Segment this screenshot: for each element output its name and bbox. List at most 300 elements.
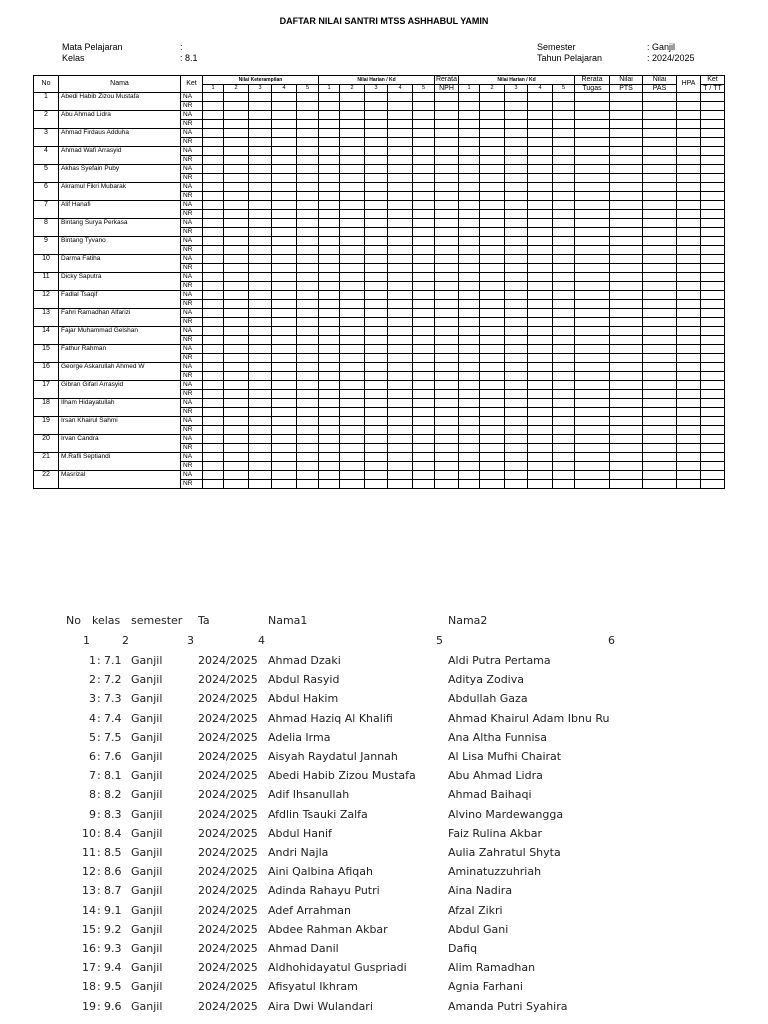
grade-cell[interactable] [203,372,224,381]
grade-cell[interactable] [340,192,365,201]
grade-cell[interactable] [224,246,249,255]
grade-cell[interactable] [553,156,575,165]
grade-cell[interactable] [203,129,224,138]
grade-cell[interactable] [459,435,480,444]
grade-cell[interactable] [701,372,725,381]
grade-cell[interactable] [677,129,701,138]
grade-cell[interactable] [224,282,249,291]
grade-cell[interactable] [553,201,575,210]
grade-cell[interactable] [203,444,224,453]
grade-cell[interactable] [435,111,459,120]
grade-cell[interactable] [528,156,553,165]
grade-cell[interactable] [249,381,272,390]
grade-cell[interactable] [224,444,249,453]
grade-cell[interactable] [701,93,725,102]
grade-cell[interactable] [553,399,575,408]
grade-cell[interactable] [505,444,528,453]
grade-cell[interactable] [701,354,725,363]
grade-cell[interactable] [528,111,553,120]
grade-cell[interactable] [505,192,528,201]
grade-cell[interactable] [297,363,319,372]
grade-cell[interactable] [319,453,340,462]
grade-cell[interactable] [553,327,575,336]
grade-cell[interactable] [701,219,725,228]
grade-cell[interactable] [553,372,575,381]
grade-cell[interactable] [553,354,575,363]
grade-cell[interactable] [435,327,459,336]
grade-cell[interactable] [701,192,725,201]
grade-cell[interactable] [459,399,480,408]
grade-cell[interactable] [528,354,553,363]
grade-cell[interactable] [319,192,340,201]
grade-cell[interactable] [505,471,528,480]
grade-cell[interactable] [553,417,575,426]
grade-cell[interactable] [365,444,388,453]
grade-cell[interactable] [224,210,249,219]
grade-cell[interactable] [340,210,365,219]
grade-cell[interactable] [272,192,297,201]
grade-cell[interactable] [435,156,459,165]
grade-cell[interactable] [459,93,480,102]
grade-cell[interactable] [413,363,435,372]
grade-cell[interactable] [203,336,224,345]
grade-cell[interactable] [388,372,413,381]
grade-cell[interactable] [297,372,319,381]
grade-cell[interactable] [272,273,297,282]
grade-cell[interactable] [388,102,413,111]
grade-cell[interactable] [340,408,365,417]
grade-cell[interactable] [413,273,435,282]
grade-cell[interactable] [553,435,575,444]
grade-cell[interactable] [297,471,319,480]
grade-cell[interactable] [505,381,528,390]
grade-cell[interactable] [643,129,677,138]
grade-cell[interactable] [459,147,480,156]
grade-cell[interactable] [553,336,575,345]
grade-cell[interactable] [365,201,388,210]
grade-cell[interactable] [505,237,528,246]
grade-cell[interactable] [413,399,435,408]
grade-cell[interactable] [249,183,272,192]
grade-cell[interactable] [505,264,528,273]
grade-cell[interactable] [575,138,610,147]
grade-cell[interactable] [297,309,319,318]
grade-cell[interactable] [203,228,224,237]
grade-cell[interactable] [610,273,643,282]
grade-cell[interactable] [413,318,435,327]
grade-cell[interactable] [272,417,297,426]
grade-cell[interactable] [528,309,553,318]
grade-cell[interactable] [388,228,413,237]
grade-cell[interactable] [480,435,505,444]
grade-cell[interactable] [677,372,701,381]
grade-cell[interactable] [272,219,297,228]
grade-cell[interactable] [388,192,413,201]
grade-cell[interactable] [203,345,224,354]
grade-cell[interactable] [297,399,319,408]
grade-cell[interactable] [677,102,701,111]
grade-cell[interactable] [340,444,365,453]
grade-cell[interactable] [553,192,575,201]
grade-cell[interactable] [701,246,725,255]
grade-cell[interactable] [575,228,610,237]
grade-cell[interactable] [528,120,553,129]
grade-cell[interactable] [643,255,677,264]
grade-cell[interactable] [677,192,701,201]
grade-cell[interactable] [677,327,701,336]
grade-cell[interactable] [505,345,528,354]
grade-cell[interactable] [610,192,643,201]
grade-cell[interactable] [413,336,435,345]
grade-cell[interactable] [528,417,553,426]
grade-cell[interactable] [224,435,249,444]
grade-cell[interactable] [480,444,505,453]
grade-cell[interactable] [480,354,505,363]
grade-cell[interactable] [388,444,413,453]
grade-cell[interactable] [203,309,224,318]
grade-cell[interactable] [459,264,480,273]
grade-cell[interactable] [319,129,340,138]
grade-cell[interactable] [365,327,388,336]
grade-cell[interactable] [677,264,701,273]
grade-cell[interactable] [610,120,643,129]
grade-cell[interactable] [643,237,677,246]
grade-cell[interactable] [435,309,459,318]
grade-cell[interactable] [643,426,677,435]
grade-cell[interactable] [480,156,505,165]
grade-cell[interactable] [365,471,388,480]
grade-cell[interactable] [459,417,480,426]
grade-cell[interactable] [528,210,553,219]
grade-cell[interactable] [505,336,528,345]
grade-cell[interactable] [365,354,388,363]
grade-cell[interactable] [365,219,388,228]
grade-cell[interactable] [677,390,701,399]
grade-cell[interactable] [643,228,677,237]
grade-cell[interactable] [528,300,553,309]
grade-cell[interactable] [297,300,319,309]
grade-cell[interactable] [575,120,610,129]
grade-cell[interactable] [319,111,340,120]
grade-cell[interactable] [528,408,553,417]
grade-cell[interactable] [701,147,725,156]
grade-cell[interactable] [224,183,249,192]
grade-cell[interactable] [319,462,340,471]
grade-cell[interactable] [435,237,459,246]
grade-cell[interactable] [643,363,677,372]
grade-cell[interactable] [249,462,272,471]
grade-cell[interactable] [435,255,459,264]
grade-cell[interactable] [575,390,610,399]
grade-cell[interactable] [272,327,297,336]
grade-cell[interactable] [459,309,480,318]
grade-cell[interactable] [224,345,249,354]
grade-cell[interactable] [203,93,224,102]
grade-cell[interactable] [677,435,701,444]
grade-cell[interactable] [297,462,319,471]
grade-cell[interactable] [297,246,319,255]
grade-cell[interactable] [459,138,480,147]
grade-cell[interactable] [224,300,249,309]
grade-cell[interactable] [365,147,388,156]
grade-cell[interactable] [610,381,643,390]
grade-cell[interactable] [249,336,272,345]
grade-cell[interactable] [643,210,677,219]
grade-cell[interactable] [388,219,413,228]
grade-cell[interactable] [340,426,365,435]
grade-cell[interactable] [610,318,643,327]
grade-cell[interactable] [224,480,249,489]
grade-cell[interactable] [388,336,413,345]
grade-cell[interactable] [365,282,388,291]
grade-cell[interactable] [480,390,505,399]
grade-cell[interactable] [413,138,435,147]
grade-cell[interactable] [388,345,413,354]
grade-cell[interactable] [575,435,610,444]
grade-cell[interactable] [224,255,249,264]
grade-cell[interactable] [643,192,677,201]
grade-cell[interactable] [553,408,575,417]
grade-cell[interactable] [528,282,553,291]
grade-cell[interactable] [319,363,340,372]
grade-cell[interactable] [459,453,480,462]
grade-cell[interactable] [388,300,413,309]
grade-cell[interactable] [553,273,575,282]
grade-cell[interactable] [553,390,575,399]
grade-cell[interactable] [388,327,413,336]
grade-cell[interactable] [575,210,610,219]
grade-cell[interactable] [249,210,272,219]
grade-cell[interactable] [224,408,249,417]
grade-cell[interactable] [480,291,505,300]
grade-cell[interactable] [297,417,319,426]
grade-cell[interactable] [575,399,610,408]
grade-cell[interactable] [643,93,677,102]
grade-cell[interactable] [272,471,297,480]
grade-cell[interactable] [340,156,365,165]
grade-cell[interactable] [553,480,575,489]
grade-cell[interactable] [575,246,610,255]
grade-cell[interactable] [610,363,643,372]
grade-cell[interactable] [610,147,643,156]
grade-cell[interactable] [575,462,610,471]
grade-cell[interactable] [203,147,224,156]
grade-cell[interactable] [677,336,701,345]
grade-cell[interactable] [553,264,575,273]
grade-cell[interactable] [575,354,610,363]
grade-cell[interactable] [435,453,459,462]
grade-cell[interactable] [224,381,249,390]
grade-cell[interactable] [413,129,435,138]
grade-cell[interactable] [388,183,413,192]
grade-cell[interactable] [505,399,528,408]
grade-cell[interactable] [575,156,610,165]
grade-cell[interactable] [272,345,297,354]
grade-cell[interactable] [297,237,319,246]
grade-cell[interactable] [480,102,505,111]
grade-cell[interactable] [480,417,505,426]
grade-cell[interactable] [224,372,249,381]
grade-cell[interactable] [340,291,365,300]
grade-cell[interactable] [643,282,677,291]
grade-cell[interactable] [249,264,272,273]
grade-cell[interactable] [272,255,297,264]
grade-cell[interactable] [528,381,553,390]
grade-cell[interactable] [610,291,643,300]
grade-cell[interactable] [677,174,701,183]
grade-cell[interactable] [249,291,272,300]
grade-cell[interactable] [528,273,553,282]
grade-cell[interactable] [297,255,319,264]
grade-cell[interactable] [224,111,249,120]
grade-cell[interactable] [553,282,575,291]
grade-cell[interactable] [701,309,725,318]
grade-cell[interactable] [575,336,610,345]
grade-cell[interactable] [505,129,528,138]
grade-cell[interactable] [459,237,480,246]
grade-cell[interactable] [272,309,297,318]
grade-cell[interactable] [203,237,224,246]
grade-cell[interactable] [340,300,365,309]
grade-cell[interactable] [701,120,725,129]
grade-cell[interactable] [435,381,459,390]
grade-cell[interactable] [297,408,319,417]
grade-cell[interactable] [224,129,249,138]
grade-cell[interactable] [365,165,388,174]
grade-cell[interactable] [610,480,643,489]
grade-cell[interactable] [610,201,643,210]
grade-cell[interactable] [610,138,643,147]
grade-cell[interactable] [528,129,553,138]
grade-cell[interactable] [319,300,340,309]
grade-cell[interactable] [203,462,224,471]
grade-cell[interactable] [505,120,528,129]
grade-cell[interactable] [677,318,701,327]
grade-cell[interactable] [677,138,701,147]
grade-cell[interactable] [413,111,435,120]
grade-cell[interactable] [297,192,319,201]
grade-cell[interactable] [224,390,249,399]
grade-cell[interactable] [701,426,725,435]
grade-cell[interactable] [435,363,459,372]
grade-cell[interactable] [388,408,413,417]
grade-cell[interactable] [701,480,725,489]
grade-cell[interactable] [249,174,272,183]
grade-cell[interactable] [249,390,272,399]
grade-cell[interactable] [553,165,575,174]
grade-cell[interactable] [203,120,224,129]
grade-cell[interactable] [249,309,272,318]
grade-cell[interactable] [575,93,610,102]
grade-cell[interactable] [319,183,340,192]
grade-cell[interactable] [677,417,701,426]
grade-cell[interactable] [272,408,297,417]
grade-cell[interactable] [340,480,365,489]
grade-cell[interactable] [480,138,505,147]
grade-cell[interactable] [610,264,643,273]
grade-cell[interactable] [249,408,272,417]
grade-cell[interactable] [224,399,249,408]
grade-cell[interactable] [319,246,340,255]
grade-cell[interactable] [610,462,643,471]
grade-cell[interactable] [319,336,340,345]
grade-cell[interactable] [480,120,505,129]
grade-cell[interactable] [610,372,643,381]
grade-cell[interactable] [505,453,528,462]
grade-cell[interactable] [480,480,505,489]
grade-cell[interactable] [610,237,643,246]
grade-cell[interactable] [435,120,459,129]
grade-cell[interactable] [553,309,575,318]
grade-cell[interactable] [643,183,677,192]
grade-cell[interactable] [553,93,575,102]
grade-cell[interactable] [677,426,701,435]
grade-cell[interactable] [203,138,224,147]
grade-cell[interactable] [610,426,643,435]
grade-cell[interactable] [272,93,297,102]
grade-cell[interactable] [272,183,297,192]
grade-cell[interactable] [203,417,224,426]
grade-cell[interactable] [643,435,677,444]
grade-cell[interactable] [528,174,553,183]
grade-cell[interactable] [480,408,505,417]
grade-cell[interactable] [388,273,413,282]
grade-cell[interactable] [701,255,725,264]
grade-cell[interactable] [480,273,505,282]
grade-cell[interactable] [365,237,388,246]
grade-cell[interactable] [224,453,249,462]
grade-cell[interactable] [203,354,224,363]
grade-cell[interactable] [677,156,701,165]
grade-cell[interactable] [365,255,388,264]
grade-cell[interactable] [297,426,319,435]
grade-cell[interactable] [388,309,413,318]
grade-cell[interactable] [553,426,575,435]
grade-cell[interactable] [553,462,575,471]
grade-cell[interactable] [643,453,677,462]
grade-cell[interactable] [297,273,319,282]
grade-cell[interactable] [297,183,319,192]
grade-cell[interactable] [340,462,365,471]
grade-cell[interactable] [459,174,480,183]
grade-cell[interactable] [610,399,643,408]
grade-cell[interactable] [505,462,528,471]
grade-cell[interactable] [340,345,365,354]
grade-cell[interactable] [459,480,480,489]
grade-cell[interactable] [480,183,505,192]
grade-cell[interactable] [272,354,297,363]
grade-cell[interactable] [203,426,224,435]
grade-cell[interactable] [435,273,459,282]
grade-cell[interactable] [272,174,297,183]
grade-cell[interactable] [528,390,553,399]
grade-cell[interactable] [224,102,249,111]
grade-cell[interactable] [413,174,435,183]
grade-cell[interactable] [319,282,340,291]
grade-cell[interactable] [610,255,643,264]
grade-cell[interactable] [413,390,435,399]
grade-cell[interactable] [677,453,701,462]
grade-cell[interactable] [480,381,505,390]
grade-cell[interactable] [528,291,553,300]
grade-cell[interactable] [340,111,365,120]
grade-cell[interactable] [480,174,505,183]
grade-cell[interactable] [575,417,610,426]
grade-cell[interactable] [388,147,413,156]
grade-cell[interactable] [340,228,365,237]
grade-cell[interactable] [340,219,365,228]
grade-cell[interactable] [480,237,505,246]
